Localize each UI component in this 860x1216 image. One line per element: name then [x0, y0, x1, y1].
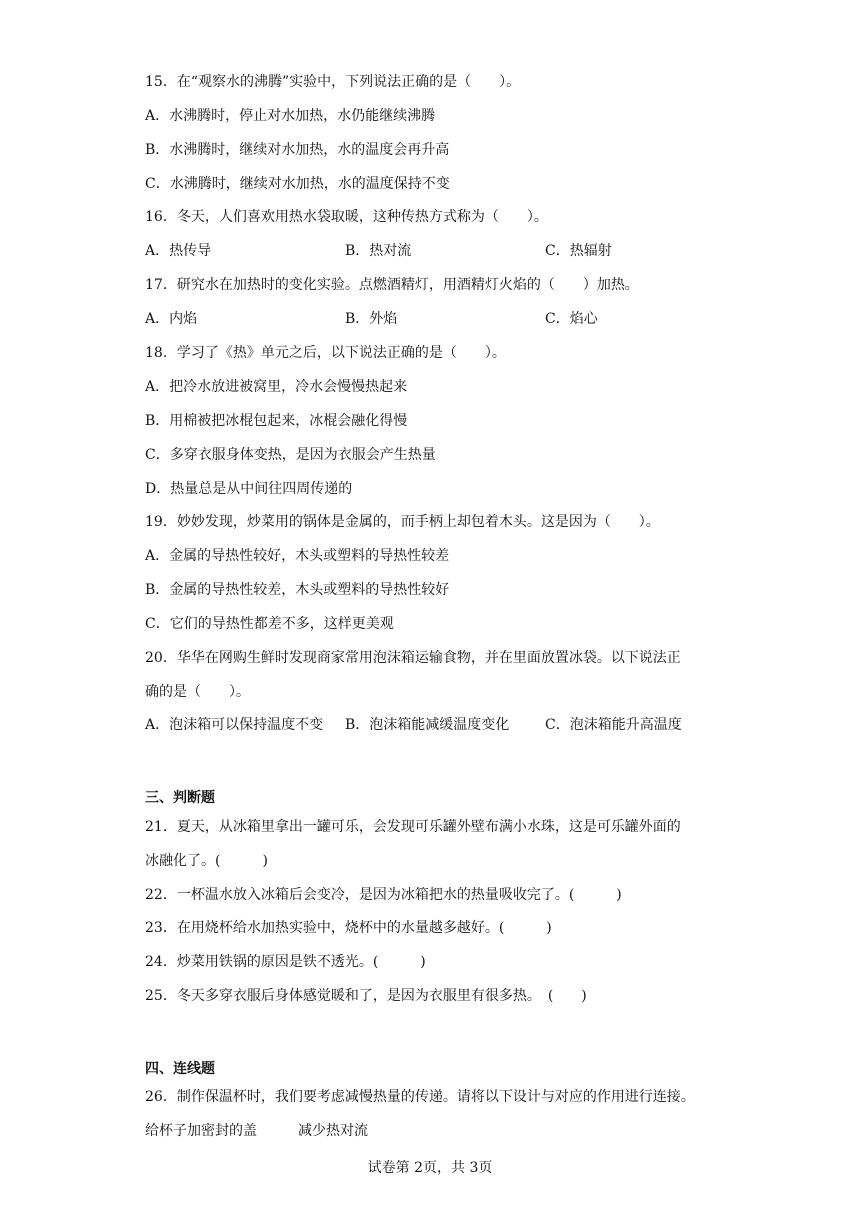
question-17-option-a: A．内焰 — [145, 311, 198, 327]
section-judgment-title: 三、判断题 — [145, 790, 215, 806]
question-15-stem: 15．在“观察水的沸腾”实验中，下列说法正确的是（ ）。 — [145, 74, 521, 90]
question-18-option-a: A．把冷水放进被窝里，冷水会慢慢热起来 — [145, 379, 408, 395]
question-18-option-d: D．热量总是从中间往四周传递的 — [145, 481, 353, 497]
page-footer: 试卷第 2页，共 3页 — [367, 1160, 493, 1176]
question-20-option-a: A．泡沫箱可以保持温度不变 — [145, 717, 324, 733]
question-20-option-b: B．泡沫箱能减缓温度变化 — [345, 717, 510, 733]
question-23: 23．在用烧杯给水加热实验中，烧杯中的水量越多越好。( ) — [145, 920, 552, 936]
question-18-stem: 18．学习了《热》单元之后，以下说法正确的是（ ）。 — [145, 345, 506, 361]
question-25: 25．冬天多穿衣服后身体感觉暖和了，是因为衣服里有很多热。 ( ) — [145, 988, 587, 1004]
matching-right-item-1: 减少热对流 — [298, 1123, 368, 1139]
question-15-option-c: C．水沸腾时，继续对水加热，水的温度保持不变 — [145, 176, 450, 192]
question-19-option-c: C．它们的导热性都差不多，这样更美观 — [145, 616, 394, 632]
question-20-stem-line1: 20．华华在网购生鲜时发现商家常用泡沫箱运输食物，并在里面放置冰袋。以下说法正 — [145, 650, 681, 666]
question-21-line2: 冰融化了。( ) — [145, 853, 268, 869]
question-20-option-c: C．泡沫箱能升高温度 — [545, 717, 682, 733]
question-17-option-c: C．焰心 — [545, 311, 598, 327]
question-20-stem-line2: 确的是（ ）。 — [145, 684, 250, 700]
section-matching-title: 四、连线题 — [145, 1061, 215, 1077]
question-18-option-b: B．用棉被把冰棍包起来，冰棍会融化得慢 — [145, 413, 408, 429]
question-19-option-b: B．金属的导热性较差，木头或塑料的导热性较好 — [145, 582, 450, 598]
matching-left-item-1: 给杯子加密封的盖 — [145, 1123, 257, 1139]
question-21-line1: 21．夏天，从冰箱里拿出一罐可乐，会发现可乐罐外壁布满小水珠，这是可乐罐外面的 — [145, 819, 681, 835]
question-18-option-c: C．多穿衣服身体变热，是因为衣服会产生热量 — [145, 447, 436, 463]
question-15-option-b: B．水沸腾时，继续对水加热，水的温度会再升高 — [145, 142, 450, 158]
question-17-option-b: B．外焰 — [345, 311, 398, 327]
question-16-option-c: C．热辐射 — [545, 243, 612, 259]
question-16-option-a: A．热传导 — [145, 243, 212, 259]
question-16-stem: 16．冬天，人们喜欢用热水袋取暖，这种传热方式称为（ ）。 — [145, 209, 548, 225]
question-16-option-b: B．热对流 — [345, 243, 412, 259]
question-19-stem: 19．妙妙发现，炒菜用的锅体是金属的，而手柄上却包着木头。这是因为（ ）。 — [145, 514, 660, 530]
question-24: 24．炒菜用铁锅的原因是铁不透光。( ) — [145, 954, 426, 970]
question-15-option-a: A．水沸腾时，停止对水加热，水仍能继续沸腾 — [145, 108, 436, 124]
question-26-stem: 26．制作保温杯时，我们要考虑减慢热量的传递。请将以下设计与对应的作用进行连接。 — [145, 1089, 695, 1105]
question-17-stem: 17．研究水在加热时的变化实验。点燃酒精灯，用酒精灯火焰的（ ）加热。 — [145, 277, 639, 293]
question-19-option-a: A．金属的导热性较好，木头或塑料的导热性较差 — [145, 548, 450, 564]
question-22: 22．一杯温水放入冰箱后会变冷，是因为冰箱把水的热量吸收完了。( ) — [145, 887, 622, 903]
